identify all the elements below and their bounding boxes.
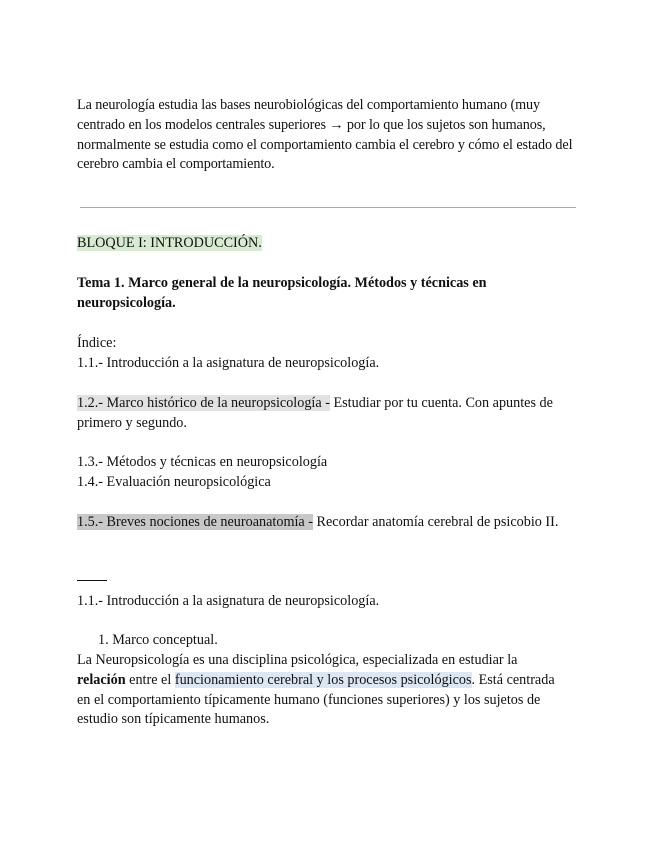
tema-heading: Tema 1. Marco general de la neuropsicología. Métodos y técnicas en neuropsicología.: [77, 275, 487, 311]
short-separator: [77, 571, 587, 591]
block-title: BLOQUE I: INTRODUCCIÓN.: [77, 235, 262, 251]
index-item-4: 1.4.- Evaluación neuropsicológica: [77, 474, 271, 490]
index-item-5-highlight: 1.5.- Breves nociones de neuroanatomía -: [77, 514, 313, 530]
body-bold: relación: [77, 671, 126, 688]
index-item-2: [77, 394, 577, 434]
list-item-marco: 1. Marco conceptual.: [98, 632, 218, 648]
index-item-1: 1.1.- Introducción a la asignatura de neuropsicología.: [77, 355, 380, 371]
index-item-3: 1.3.- Métodos y técnicas en neuropsicología: [77, 454, 328, 470]
index-item-5-rest: Recordar anatomía cerebral de psicobio II.: [313, 514, 559, 530]
body-part-3: . Está centrada en el comportamiento típicamente humano (funciones superiores) y los sujetos de estudio son típicamente humanos.: [77, 671, 555, 728]
horizontal-divider: [80, 207, 576, 208]
index-item-2-highlight: 1.2.- Marco histórico de la neuropsicología -: [77, 395, 330, 411]
section-heading: 1.1.- Introducción a la asignatura de neuropsicología.: [77, 593, 380, 609]
body-paragraph: [77, 651, 569, 730]
index-item-5: [77, 513, 577, 533]
intro-text: La neurología estudia las bases neurobiológicas del comportamiento humano (muy centrado en los modelos centrales superiores → por lo que los sujetos son humanos, normalmente se estudia como el comportamiento cambia el cerebro y cómo el estado del cerebro cambia el comportamiento.: [77, 97, 573, 173]
index-item-2-rest: Estudiar por tu cuenta. Con apuntes de primero y segundo.: [77, 395, 553, 431]
intro-paragraph: [77, 96, 577, 175]
body-part-2: entre el: [125, 671, 175, 688]
body-part-1: La Neuropsicología es una disciplina psicológica, especializada en estudiar la: [77, 652, 518, 668]
body-highlight: funcionamiento cerebral y los procesos psicológicos: [174, 671, 472, 688]
block-heading: [77, 234, 587, 254]
index-label: Índice:: [77, 335, 117, 351]
